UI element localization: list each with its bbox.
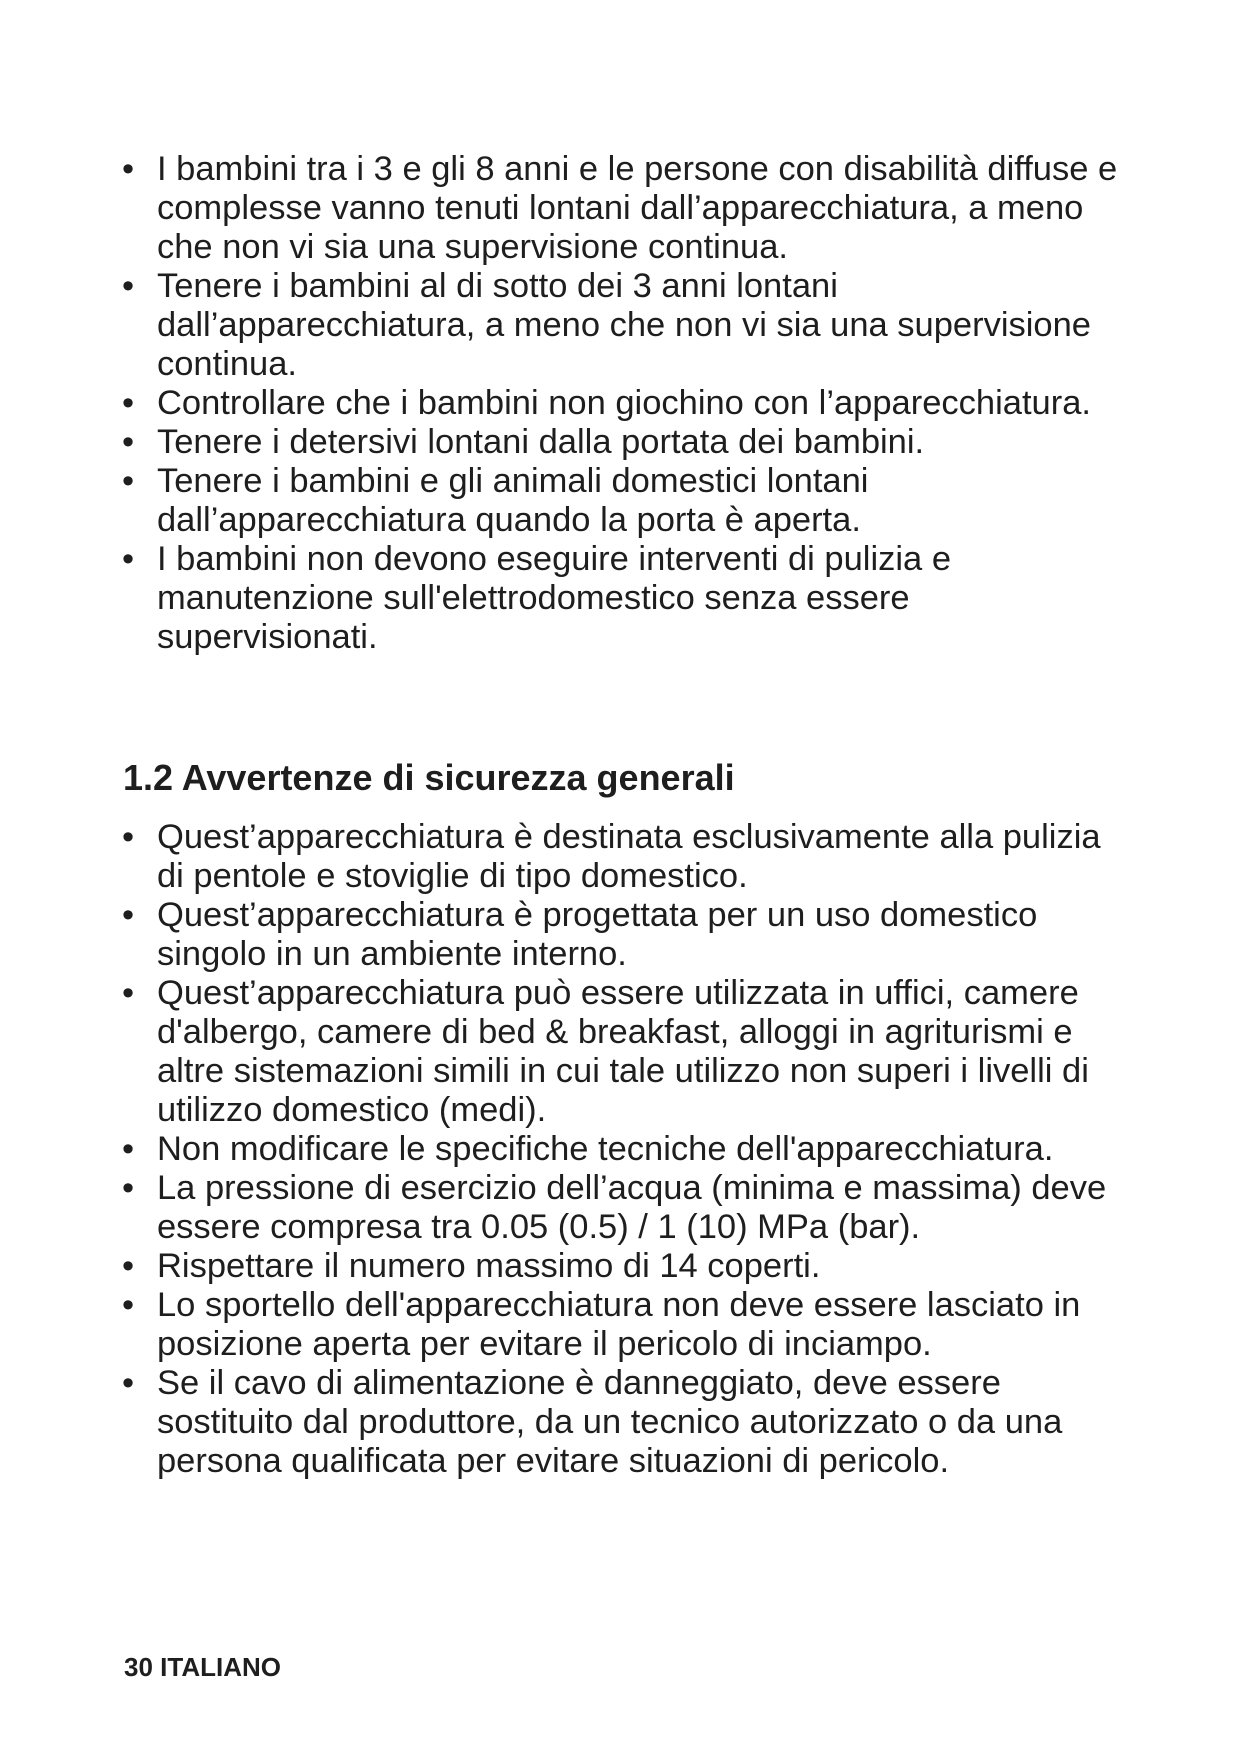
bullet-icon: • [122, 1247, 135, 1285]
list-item-text: Rispettare il numero massimo di 14 coperti. [157, 1247, 821, 1285]
general-safety-list [122, 818, 1132, 1481]
list-item-text: Se il cavo di alimentazione è danneggiato, deve essere sostituito dal produttore, da un tecnico autorizzato o da una persona qualificata per evitare situazioni di pericolo. [157, 1364, 1063, 1480]
list-item-text: I bambini tra i 3 e gli 8 anni e le persone con disabilità diffuse e complesse vanno tenuti lontani dall’apparecchiatura, a meno che non vi sia una supervisione continua. [157, 150, 1118, 266]
list-item [122, 150, 1132, 267]
list-item [122, 423, 1132, 462]
bullet-icon: • [122, 818, 135, 856]
list-item-text: Lo sportello dell'apparecchiatura non deve essere lasciato in posizione aperta per evitare il pericolo di inciampo. [157, 1286, 1081, 1363]
list-item-text: Tenere i bambini e gli animali domestici lontani dall’apparecchiatura quando la porta è aperta. [157, 462, 869, 539]
bullet-icon: • [122, 1130, 135, 1168]
list-item [122, 1130, 1132, 1169]
list-item [122, 384, 1132, 423]
list-item-text: Quest’apparecchiatura è destinata esclusivamente alla pulizia di pentole e stoviglie di tipo domestico. [157, 818, 1101, 895]
list-item-text: Quest’apparecchiatura può essere utilizzata in uffici, camere d'albergo, camere di bed & breakfast, alloggi in agriturismi e altre sistemazioni simili in cui tale utilizzo non superi i livelli di utilizzo domestico (medi). [157, 974, 1089, 1129]
list-item-text: Quest’apparecchiatura è progettata per un uso domestico singolo in un ambiente interno. [157, 896, 1038, 973]
list-item-text: I bambini non devono eseguire interventi di pulizia e manutenzione sull'elettrodomestico senza essere supervisionati. [157, 540, 952, 656]
list-item-text: Tenere i detersivi lontani dalla portata dei bambini. [157, 423, 925, 461]
bullet-icon: • [122, 1364, 135, 1402]
list-item [122, 1169, 1132, 1247]
bullet-icon: • [122, 540, 135, 578]
page-footer-label: 30 ITALIANO [124, 1652, 281, 1682]
bullet-icon: • [122, 974, 135, 1012]
list-item-text: La pressione di esercizio dell’acqua (minima e massima) deve essere compresa tra 0.05 (0.5) / 1 (10) MPa (bar). [157, 1169, 1107, 1246]
list-item [122, 1247, 1132, 1286]
list-item [122, 540, 1132, 657]
list-item [122, 1364, 1132, 1481]
list-item [122, 896, 1132, 974]
bullet-icon: • [122, 896, 135, 934]
list-item-text: Tenere i bambini al di sotto dei 3 anni lontani dall’apparecchiatura, a meno che non vi sia una supervisione continua. [157, 267, 1091, 383]
list-item [122, 1286, 1132, 1364]
bullet-icon: • [122, 384, 135, 422]
list-item [122, 267, 1132, 384]
list-item-text: Controllare che i bambini non giochino con l’apparecchiatura. [157, 384, 1091, 422]
child-safety-list [122, 150, 1132, 657]
bullet-icon: • [122, 1286, 135, 1324]
bullet-icon: • [122, 267, 135, 305]
bullet-icon: • [122, 462, 135, 500]
bullet-icon: • [122, 423, 135, 461]
bullet-icon: • [122, 150, 135, 188]
bullet-icon: • [122, 1169, 135, 1207]
list-item [122, 974, 1132, 1130]
list-item-text: Non modificare le specifiche tecniche dell'apparecchiatura. [157, 1130, 1054, 1168]
list-item [122, 462, 1132, 540]
list-item [122, 818, 1132, 896]
section-heading: 1.2 Avvertenze di sicurezza generali [123, 757, 735, 798]
